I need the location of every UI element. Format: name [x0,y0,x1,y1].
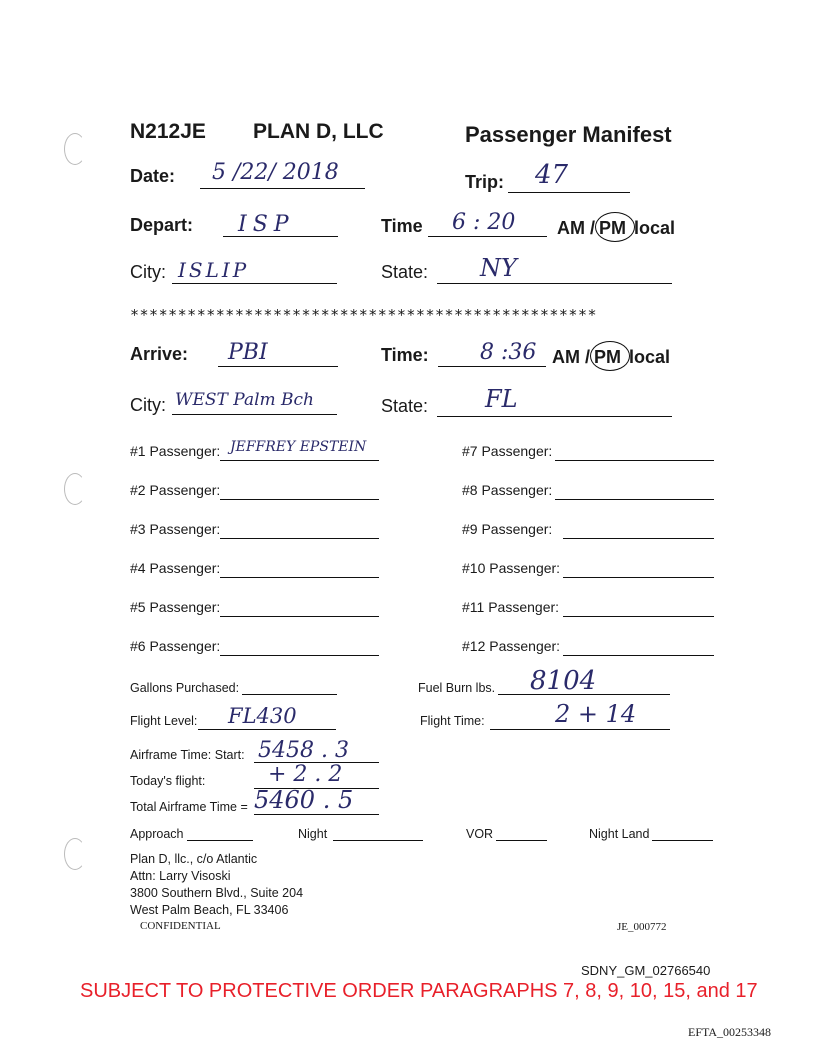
airframe-start-label: Airframe Time: Start: [130,748,245,762]
passenger-9-label: #9 Passenger: [462,521,553,537]
arrive-line [218,366,338,367]
arrive-local: local [629,347,671,367]
depart-time-line [428,236,547,237]
approach-line [187,840,253,841]
passenger-5-label: #5 Passenger: [130,599,221,615]
arrive-time-value: 8 :36 [480,340,537,365]
arrive-city-line [172,414,337,415]
depart-city-line [172,283,337,284]
depart-time-value: 6 : 20 [452,210,516,235]
passenger-8-line [555,499,714,500]
passenger-3-line [220,538,379,539]
arrive-label: Arrive: [130,344,189,364]
depart-city-value: ISLIP [178,258,250,282]
date-line [200,188,365,189]
total-airframe-label: Total Airframe Time = [130,800,248,814]
night-land-label: Night Land [589,827,650,841]
gallons-line [242,694,337,695]
depart-state-line [437,283,672,284]
gallons-label: Gallons Purchased: [130,681,240,695]
passenger-7-label: #7 Passenger: [462,443,553,459]
total-airframe-line [254,814,379,815]
trip-value: 47 [535,160,569,190]
passenger-1-name: JEFFREY EPSTEIN [230,439,367,455]
arrive-state-value: FL [485,385,518,413]
passenger-6-line [220,655,379,656]
passenger-6-label: #6 Passenger: [130,638,221,654]
depart-value: ISP [238,212,295,237]
night-label: Night [298,827,328,841]
depart-time-label: Time [381,216,423,236]
binder-hole-top [64,133,86,165]
arrive-state-label: State: [381,396,429,416]
passenger-2-label: #2 Passenger: [130,482,221,498]
address-line-3: 3800 Southern Blvd., Suite 204 [130,886,304,900]
protective-order-notice: SUBJECT TO PROTECTIVE ORDER PARAGRAPHS 7, 8, 9, 10, 15, and 17 [80,980,758,1002]
separator-stars: ************************************************* [130,306,598,324]
depart-local: local [634,218,676,238]
depart-am: AM / [557,218,595,238]
passenger-8-label: #8 Passenger: [462,482,553,498]
passenger-10-line [563,577,714,578]
flight-level-value: FL430 [228,704,297,728]
flight-level-line [198,729,336,730]
vor-label: VOR [466,827,494,841]
depart-state-label: State: [381,262,429,282]
flight-time-value: 2 + 14 [555,700,637,728]
vor-line [496,840,547,841]
passenger-1-line [220,460,379,461]
arrive-time-label: Time: [381,345,429,365]
arrive-pm: PM [594,347,621,367]
address-line-4: West Palm Beach, FL 33406 [130,903,289,917]
manifest-title: Passenger Manifest [465,122,672,147]
airframe-start-value: 5458 . 3 [258,738,349,763]
bates-sdny: SDNY_GM_02766540 [581,963,711,978]
flight-level-label: Flight Level: [130,714,198,728]
bates-efta: EFTA_00253348 [688,1025,772,1039]
tail-number: N212JE [130,120,206,143]
passenger-11-label: #11 Passenger: [462,599,560,615]
binder-hole-bottom [64,838,86,870]
passenger-2-line [220,499,379,500]
passenger-4-label: #4 Passenger: [130,560,221,576]
arrive-am: AM / [552,347,590,367]
passenger-4-line [220,577,379,578]
passenger-3-label: #3 Passenger: [130,521,221,537]
flight-time-label: Flight Time: [420,714,485,728]
night-land-line [652,840,713,841]
passenger-1-label: #1 Passenger: [130,443,221,459]
fuel-burn-value: 8104 [530,666,597,696]
trip-label: Trip: [465,172,504,192]
total-airframe-value: 5460 . 5 [254,786,354,814]
bates-je: JE_000772 [617,921,667,933]
address-line-2: Attn: Larry Visoski [130,869,231,883]
arrive-city-value: WEST Palm Bch [175,390,315,410]
night-line [333,840,423,841]
arrive-time-line [438,366,546,367]
date-value: 5 /22/ 2018 [212,160,339,185]
passenger-10-label: #10 Passenger: [462,560,561,576]
confidential-stamp: CONFIDENTIAL [140,920,221,932]
passenger-12-line [563,655,714,656]
company-name: PLAN D, LLC [253,120,384,143]
arrive-state-line [437,416,672,417]
address-line-1: Plan D, llc., c/o Atlantic [130,852,258,866]
passenger-7-line [555,460,714,461]
passenger-5-line [220,616,379,617]
depart-city-label: City: [130,262,166,282]
passenger-12-label: #12 Passenger: [462,638,561,654]
depart-pm: PM [599,218,626,238]
binder-hole-middle [64,473,86,505]
today-flight-value: + 2 . 2 [268,762,343,787]
arrive-value: PBI [228,340,268,365]
trip-line [508,192,630,193]
passenger-11-line [563,616,714,617]
today-flight-label: Today's flight: [130,774,206,788]
passenger-9-line [563,538,714,539]
depart-label: Depart: [130,215,194,235]
date-label: Date: [130,166,176,186]
flight-time-line [490,729,670,730]
depart-state-value: NY [480,254,517,282]
arrive-city-label: City: [130,395,166,415]
fuel-burn-label: Fuel Burn lbs. [418,681,496,695]
approach-label: Approach [130,827,184,841]
